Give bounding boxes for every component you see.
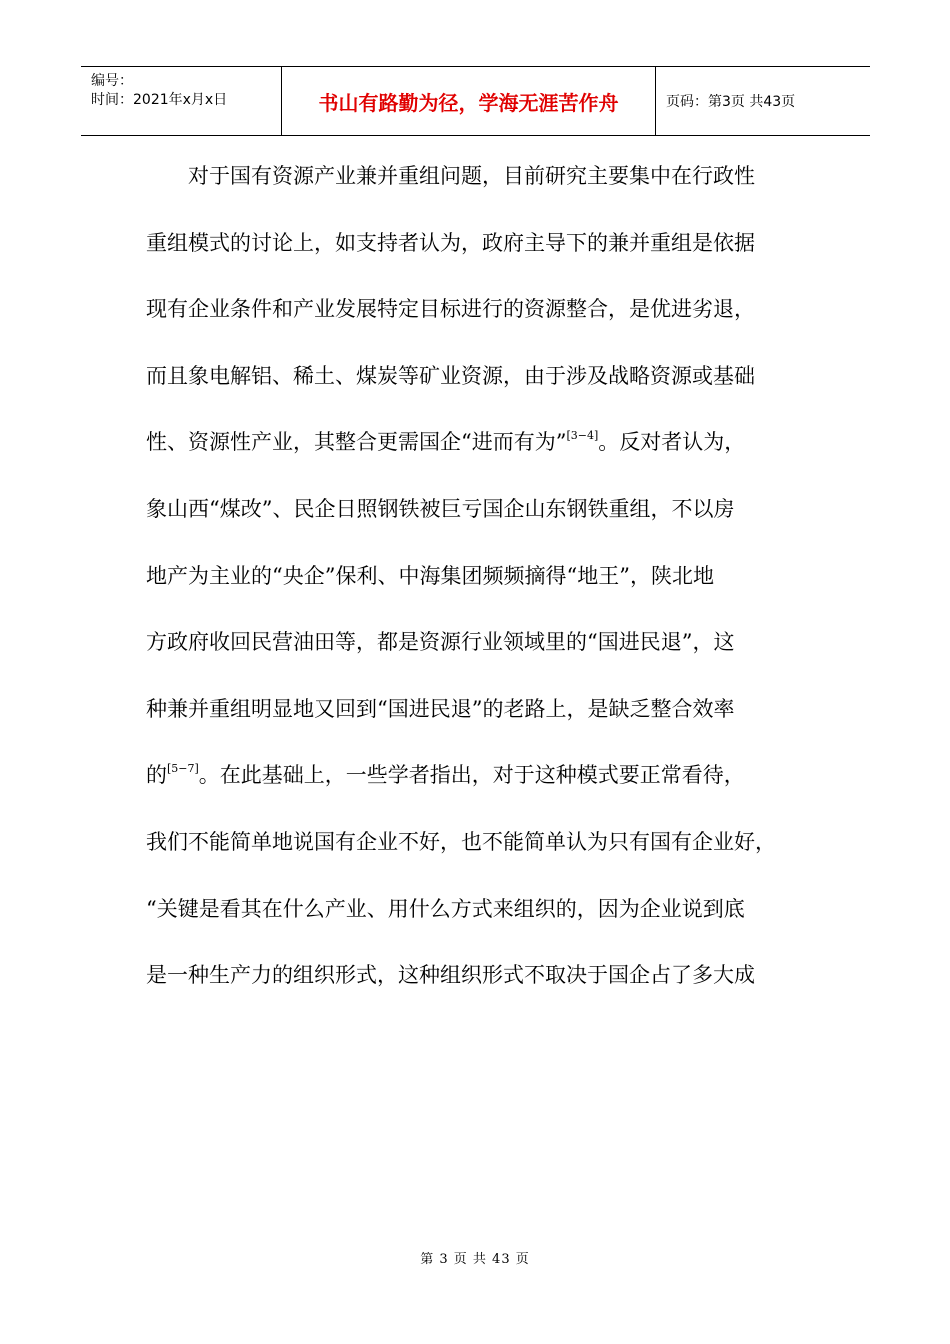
body-line-with-citation <box>146 760 806 827</box>
header-page-info: 页码：第3页 共43页 <box>666 94 796 110</box>
body-line: 对于国有资源产业兼并重组问题，目前研究主要集中在行政性 <box>188 164 755 188</box>
body-line: 象山西“煤改”、民企日照钢铁被巨亏国企山东钢铁重组，不以房 <box>146 496 735 521</box>
body-line-tail: 。反对者认为， <box>598 430 746 455</box>
citation-mark: [3−4] <box>566 429 599 443</box>
body-line: 我们不能简单地说国有企业不好，也不能简单认为只有国有企业好， <box>146 829 776 854</box>
page-header <box>81 66 870 136</box>
document-body <box>146 161 806 1027</box>
header-meta <box>81 67 282 135</box>
body-line-with-citation <box>146 427 806 494</box>
body-line: 是一种生产力的组织形式，这种组织形式不取决于国企占了多大成 <box>146 963 755 988</box>
body-line: 方政府收回民营油田等，都是资源行业领域里的“国进民退”，这 <box>146 630 735 655</box>
body-line: “关键是看其在什么产业、用什么方式来组织的，因为企业说到底 <box>146 896 745 921</box>
body-line-text: 的 <box>146 763 167 788</box>
header-motto: 书山有路勤为径，学海无涯苦作舟 <box>282 67 656 135</box>
page-footer: 第 3 页 共 43 页 <box>420 1252 530 1267</box>
document-time-label: 时间：2021年x月x日 <box>91 92 228 108</box>
citation-mark: [5−7] <box>167 762 199 776</box>
body-line: 种兼并重组明显地又回到“国进民退”的老路上，是缺乏整合效率 <box>146 696 735 721</box>
document-number-label: 编号： <box>91 73 133 89</box>
body-line: 而且象电解铝、稀土、煤炭等矿业资源，由于涉及战略资源或基础 <box>146 363 755 388</box>
body-line: 现有企业条件和产业发展特定目标进行的资源整合，是优进劣退， <box>146 297 755 322</box>
body-line-tail: 。在此基础上，一些学者指出，对于这种模式要正常看待， <box>198 763 745 788</box>
body-line: 重组模式的讨论上，如支持者认为，政府主导下的兼并重组是依据 <box>146 230 755 255</box>
body-line-text: 性、资源性产业，其整合更需国企“进而有为” <box>146 430 567 455</box>
body-line: 地产为主业的“央企”保利、中海集团频频摘得“地王”，陕北地 <box>146 563 714 588</box>
